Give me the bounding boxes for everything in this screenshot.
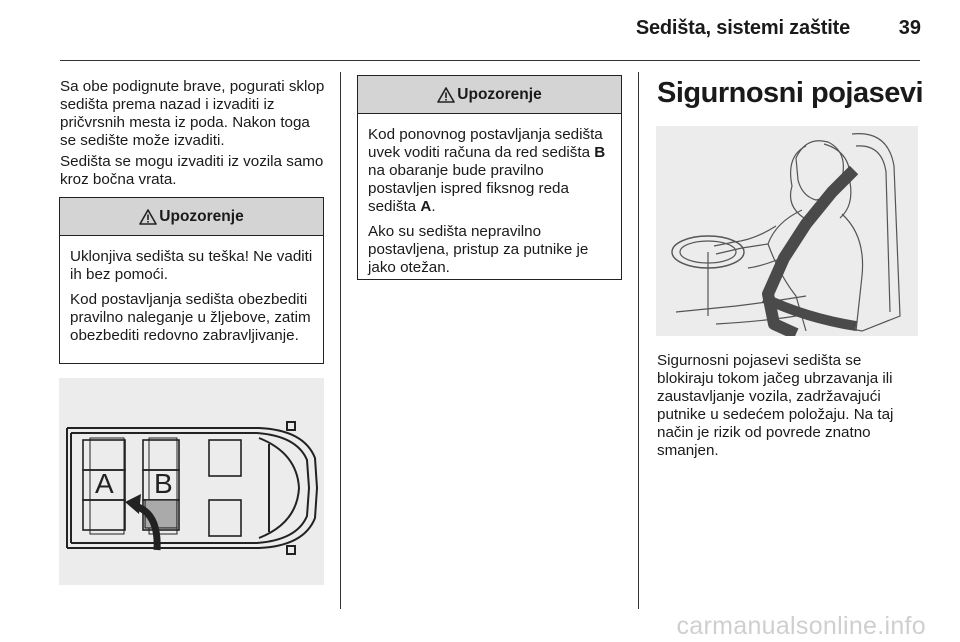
warning-triangle-icon: [139, 209, 157, 225]
warning-body: [358, 114, 621, 277]
header-rule: [60, 60, 920, 61]
warning-text: Ako su sedišta nepravilno postavljena, pristup za putnike je jako otežan.: [368, 223, 589, 276]
warning-text: Kod ponovnog postavljanja sedišta uvek voditi računa da red sedišta B na obaranje bude pravilno postavljen ispred fiksnog reda sedišta A.: [368, 126, 606, 215]
seat-label-b: B: [154, 468, 173, 499]
warning-title: Upozorenje: [457, 85, 542, 103]
warning-box: [59, 197, 324, 364]
warning-header: [358, 76, 621, 114]
warning-body: [60, 236, 323, 345]
warning-text: Kod postavljanja sedišta obezbediti pravilno naleganje u žljebove, zatim obezbediti redovno zabravljivanje.: [70, 291, 311, 344]
column-divider: [340, 72, 341, 609]
page-number: 39: [898, 17, 921, 39]
page-header: [0, 0, 960, 60]
body-paragraph: Sigurnosni pojasevi sedišta se blokiraju tokom jačeg ubrzavanja ili zaustavljanje vozila, zadržavajući putnike u sedećem položaju. Na taj način je rizik od povrede znatno smanjen.: [657, 352, 894, 459]
warning-text: Uklonjiva sedišta su teška! Ne vaditi ih bez pomoći.: [70, 248, 313, 283]
body-paragraph: Sa obe podignute brave, pogurati sklop sedišta prema nazad i izvaditi iz pričvrsnih mesta iz poda. Nakon toga se sedište može izvaditi.: [60, 78, 325, 149]
header-title: Sedišta, sistemi zaštite: [635, 17, 850, 39]
warning-header: [60, 198, 323, 236]
seatbelt-illustration: [656, 126, 918, 336]
column-divider: [638, 72, 639, 609]
seat-label-a: A: [95, 468, 114, 499]
van-floor-diagram: [59, 378, 324, 585]
warning-triangle-icon: [437, 87, 455, 103]
section-title: Sigurnosni pojasevi: [657, 77, 924, 109]
warning-title: Upozorenje: [159, 207, 244, 225]
watermark: carmanualsonline.info: [676, 612, 926, 640]
seat-layout-figure: [59, 378, 324, 585]
seatbelt-figure: [656, 126, 918, 336]
body-paragraph: Sedišta se mogu izvaditi iz vozila samo kroz bočna vrata.: [60, 153, 324, 188]
warning-box: [357, 75, 622, 280]
